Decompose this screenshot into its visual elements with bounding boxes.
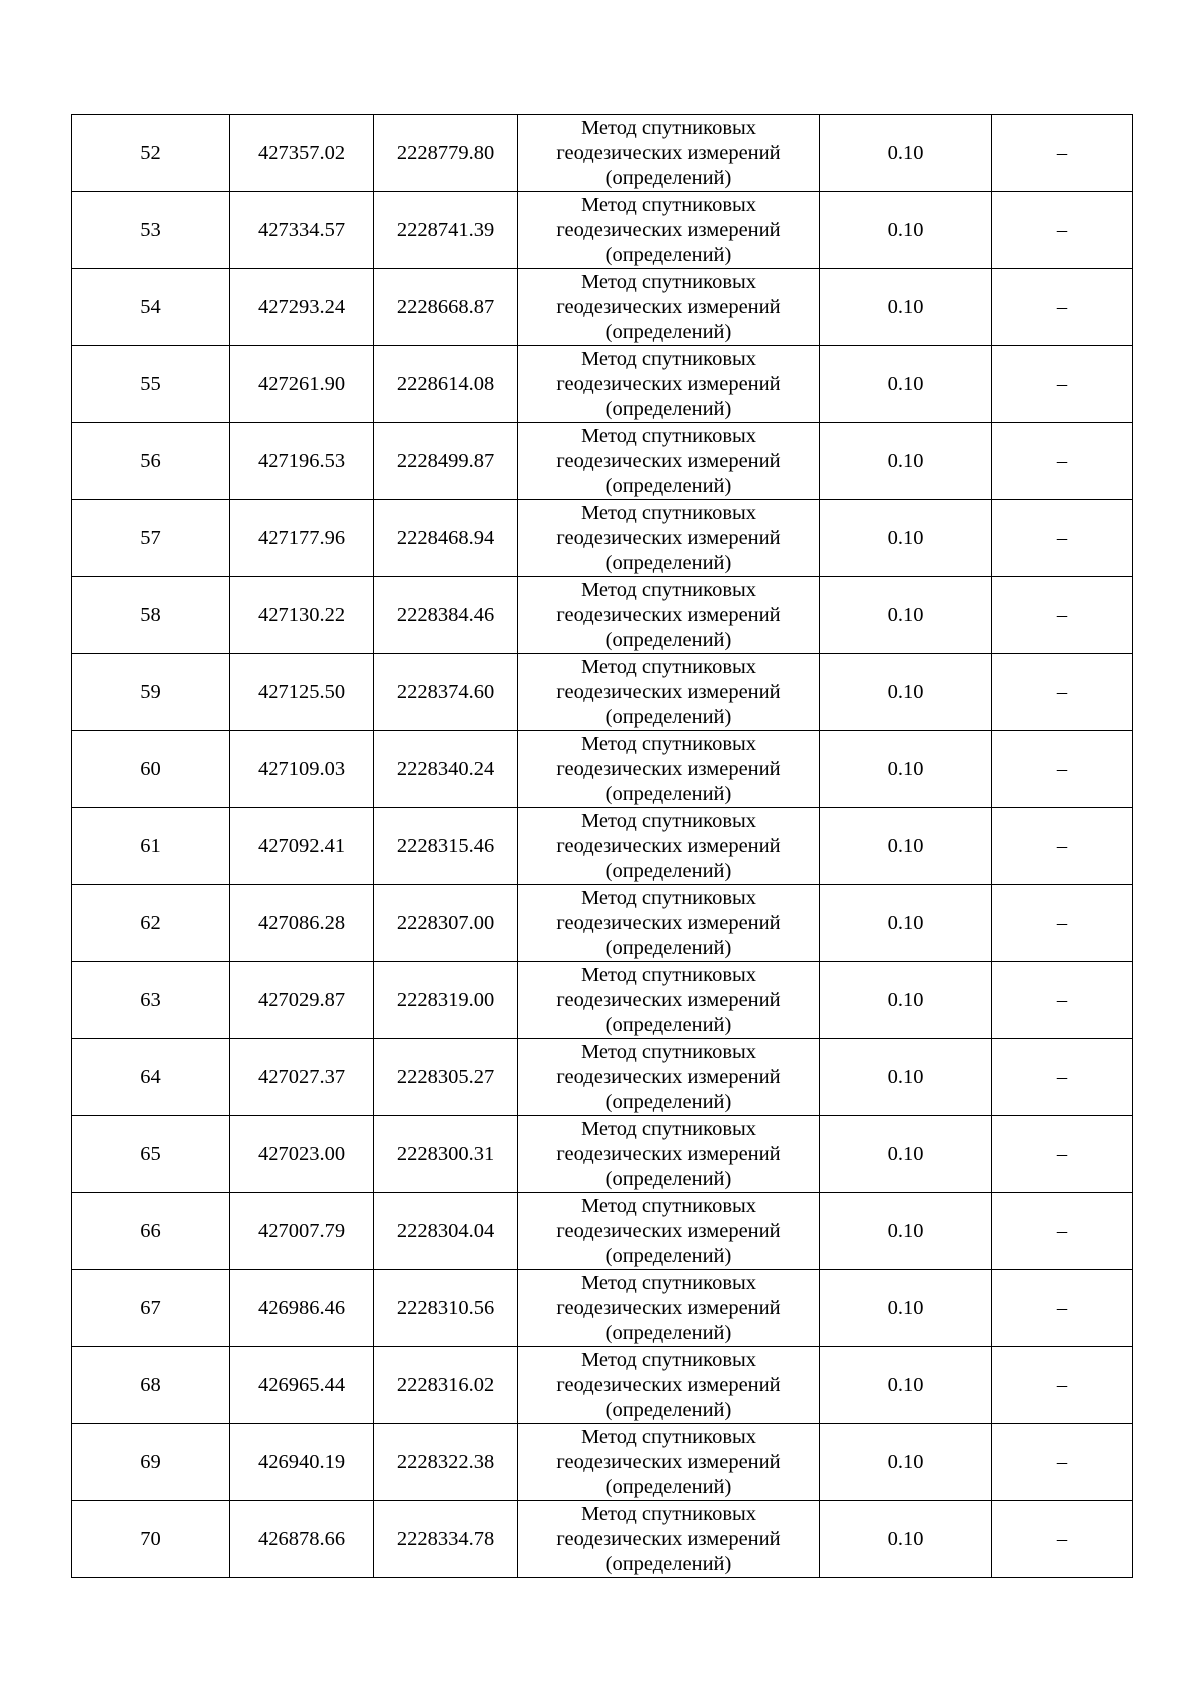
method-line-3: (определений) <box>605 936 732 959</box>
x-coordinate-cell: 427334.57 <box>230 192 374 269</box>
table-row <box>72 346 1133 423</box>
method-line-1: Метод спутниковых <box>580 1194 757 1217</box>
table-row <box>72 885 1133 962</box>
method-line-1: Метод спутниковых <box>580 1117 757 1140</box>
method-line-2: геодезических измерений <box>556 141 781 164</box>
method-cell <box>518 1193 820 1270</box>
method-cell <box>518 808 820 885</box>
y-coordinate-cell: 2228304.04 <box>374 1193 518 1270</box>
table-row <box>72 1347 1133 1424</box>
point-number-cell: 64 <box>72 1039 230 1116</box>
accuracy-cell: 0.10 <box>820 1347 992 1424</box>
method-line-1: Метод спутниковых <box>580 1502 757 1525</box>
method-line-3: (определений) <box>605 705 732 728</box>
method-line-3: (определений) <box>605 1013 732 1036</box>
note-cell: – <box>992 423 1133 500</box>
method-cell <box>518 577 820 654</box>
method-line-3: (определений) <box>605 1552 732 1575</box>
table-row <box>72 115 1133 192</box>
method-line-2: геодезических измерений <box>556 295 781 318</box>
x-coordinate-cell: 427023.00 <box>230 1116 374 1193</box>
method-line-3: (определений) <box>605 1398 732 1421</box>
y-coordinate-cell: 2228310.56 <box>374 1270 518 1347</box>
point-number-cell: 70 <box>72 1501 230 1578</box>
accuracy-cell: 0.10 <box>820 115 992 192</box>
note-cell: – <box>992 885 1133 962</box>
method-line-3: (определений) <box>605 551 732 574</box>
method-cell <box>518 962 820 1039</box>
point-number-cell: 67 <box>72 1270 230 1347</box>
y-coordinate-cell: 2228300.31 <box>374 1116 518 1193</box>
method-cell <box>518 192 820 269</box>
y-coordinate-cell: 2228668.87 <box>374 269 518 346</box>
accuracy-cell: 0.10 <box>820 808 992 885</box>
y-coordinate-cell: 2228468.94 <box>374 500 518 577</box>
y-coordinate-cell: 2228384.46 <box>374 577 518 654</box>
method-line-2: геодезических измерений <box>556 1142 781 1165</box>
method-line-2: геодезических измерений <box>556 988 781 1011</box>
accuracy-cell: 0.10 <box>820 577 992 654</box>
method-line-2: геодезических измерений <box>556 1296 781 1319</box>
y-coordinate-cell: 2228340.24 <box>374 731 518 808</box>
method-line-2: геодезических измерений <box>556 1219 781 1242</box>
method-line-3: (определений) <box>605 1321 732 1344</box>
accuracy-cell: 0.10 <box>820 269 992 346</box>
point-number-cell: 55 <box>72 346 230 423</box>
method-line-3: (определений) <box>605 1090 732 1113</box>
method-cell <box>518 1270 820 1347</box>
method-line-2: геодезических измерений <box>556 218 781 241</box>
y-coordinate-cell: 2228614.08 <box>374 346 518 423</box>
table-row <box>72 962 1133 1039</box>
note-cell: – <box>992 808 1133 885</box>
table-row <box>72 1039 1133 1116</box>
x-coordinate-cell: 427130.22 <box>230 577 374 654</box>
method-line-3: (определений) <box>605 782 732 805</box>
method-line-2: геодезических измерений <box>556 603 781 626</box>
table-body <box>72 115 1133 1578</box>
accuracy-cell: 0.10 <box>820 885 992 962</box>
method-cell <box>518 1347 820 1424</box>
accuracy-cell: 0.10 <box>820 1501 992 1578</box>
y-coordinate-cell: 2228316.02 <box>374 1347 518 1424</box>
note-cell: – <box>992 192 1133 269</box>
point-number-cell: 68 <box>72 1347 230 1424</box>
method-line-1: Метод спутниковых <box>580 655 757 678</box>
method-line-3: (определений) <box>605 628 732 651</box>
note-cell: – <box>992 1270 1133 1347</box>
table-row <box>72 1424 1133 1501</box>
method-cell <box>518 885 820 962</box>
method-line-1: Метод спутниковых <box>580 732 757 755</box>
method-line-2: геодезических измерений <box>556 526 781 549</box>
method-line-1: Метод спутниковых <box>580 963 757 986</box>
note-cell: – <box>992 269 1133 346</box>
y-coordinate-cell: 2228741.39 <box>374 192 518 269</box>
table-row <box>72 1270 1133 1347</box>
method-line-3: (определений) <box>605 474 732 497</box>
method-cell <box>518 346 820 423</box>
x-coordinate-cell: 426965.44 <box>230 1347 374 1424</box>
method-cell <box>518 654 820 731</box>
method-line-3: (определений) <box>605 320 732 343</box>
method-line-1: Метод спутниковых <box>580 1348 757 1371</box>
method-line-1: Метод спутниковых <box>580 886 757 909</box>
method-cell <box>518 115 820 192</box>
accuracy-cell: 0.10 <box>820 423 992 500</box>
note-cell: – <box>992 1039 1133 1116</box>
x-coordinate-cell: 426986.46 <box>230 1270 374 1347</box>
method-line-2: геодезических измерений <box>556 1450 781 1473</box>
accuracy-cell: 0.10 <box>820 500 992 577</box>
note-cell: – <box>992 654 1133 731</box>
table-row <box>72 577 1133 654</box>
method-line-1: Метод спутниковых <box>580 809 757 832</box>
method-line-2: геодезических измерений <box>556 911 781 934</box>
accuracy-cell: 0.10 <box>820 346 992 423</box>
point-number-cell: 52 <box>72 115 230 192</box>
method-line-1: Метод спутниковых <box>580 578 757 601</box>
method-line-1: Метод спутниковых <box>580 1425 757 1448</box>
x-coordinate-cell: 427293.24 <box>230 269 374 346</box>
table-row <box>72 654 1133 731</box>
accuracy-cell: 0.10 <box>820 1193 992 1270</box>
table-row <box>72 192 1133 269</box>
point-number-cell: 57 <box>72 500 230 577</box>
x-coordinate-cell: 426878.66 <box>230 1501 374 1578</box>
method-line-3: (определений) <box>605 166 732 189</box>
method-line-2: геодезических измерений <box>556 372 781 395</box>
method-cell <box>518 1116 820 1193</box>
accuracy-cell: 0.10 <box>820 1116 992 1193</box>
x-coordinate-cell: 427007.79 <box>230 1193 374 1270</box>
table-row <box>72 731 1133 808</box>
method-cell <box>518 731 820 808</box>
method-cell <box>518 1039 820 1116</box>
method-line-1: Метод спутниковых <box>580 347 757 370</box>
y-coordinate-cell: 2228315.46 <box>374 808 518 885</box>
point-number-cell: 53 <box>72 192 230 269</box>
method-line-3: (определений) <box>605 859 732 882</box>
x-coordinate-cell: 427027.37 <box>230 1039 374 1116</box>
note-cell: – <box>992 577 1133 654</box>
accuracy-cell: 0.10 <box>820 1270 992 1347</box>
note-cell: – <box>992 500 1133 577</box>
method-line-2: геодезических измерений <box>556 757 781 780</box>
point-number-cell: 61 <box>72 808 230 885</box>
point-number-cell: 60 <box>72 731 230 808</box>
note-cell: – <box>992 731 1133 808</box>
table-row <box>72 1193 1133 1270</box>
accuracy-cell: 0.10 <box>820 731 992 808</box>
point-number-cell: 54 <box>72 269 230 346</box>
x-coordinate-cell: 427029.87 <box>230 962 374 1039</box>
table-row <box>72 1501 1133 1578</box>
table-row <box>72 269 1133 346</box>
x-coordinate-cell: 427092.41 <box>230 808 374 885</box>
x-coordinate-cell: 427357.02 <box>230 115 374 192</box>
y-coordinate-cell: 2228499.87 <box>374 423 518 500</box>
note-cell: – <box>992 1116 1133 1193</box>
accuracy-cell: 0.10 <box>820 1424 992 1501</box>
table-row <box>72 500 1133 577</box>
method-line-3: (определений) <box>605 397 732 420</box>
point-number-cell: 56 <box>72 423 230 500</box>
accuracy-cell: 0.10 <box>820 654 992 731</box>
accuracy-cell: 0.10 <box>820 962 992 1039</box>
method-line-1: Метод спутниковых <box>580 1040 757 1063</box>
note-cell: – <box>992 1193 1133 1270</box>
method-line-1: Метод спутниковых <box>580 193 757 216</box>
method-line-3: (определений) <box>605 243 732 266</box>
y-coordinate-cell: 2228779.80 <box>374 115 518 192</box>
y-coordinate-cell: 2228307.00 <box>374 885 518 962</box>
method-cell <box>518 1424 820 1501</box>
x-coordinate-cell: 427177.96 <box>230 500 374 577</box>
method-line-3: (определений) <box>605 1244 732 1267</box>
x-coordinate-cell: 427086.28 <box>230 885 374 962</box>
point-number-cell: 59 <box>72 654 230 731</box>
x-coordinate-cell: 427261.90 <box>230 346 374 423</box>
table-row <box>72 423 1133 500</box>
point-number-cell: 62 <box>72 885 230 962</box>
y-coordinate-cell: 2228334.78 <box>374 1501 518 1578</box>
x-coordinate-cell: 426940.19 <box>230 1424 374 1501</box>
method-line-1: Метод спутниковых <box>580 501 757 524</box>
point-number-cell: 63 <box>72 962 230 1039</box>
point-number-cell: 65 <box>72 1116 230 1193</box>
y-coordinate-cell: 2228374.60 <box>374 654 518 731</box>
method-line-2: геодезических измерений <box>556 680 781 703</box>
note-cell: – <box>992 1501 1133 1578</box>
note-cell: – <box>992 962 1133 1039</box>
method-cell <box>518 500 820 577</box>
method-line-2: геодезических измерений <box>556 449 781 472</box>
point-number-cell: 58 <box>72 577 230 654</box>
y-coordinate-cell: 2228319.00 <box>374 962 518 1039</box>
x-coordinate-cell: 427196.53 <box>230 423 374 500</box>
table-row <box>72 808 1133 885</box>
x-coordinate-cell: 427125.50 <box>230 654 374 731</box>
x-coordinate-cell: 427109.03 <box>230 731 374 808</box>
method-line-2: геодезических измерений <box>556 1065 781 1088</box>
y-coordinate-cell: 2228305.27 <box>374 1039 518 1116</box>
method-line-1: Метод спутниковых <box>580 424 757 447</box>
coordinates-table <box>71 114 1133 1578</box>
accuracy-cell: 0.10 <box>820 192 992 269</box>
note-cell: – <box>992 115 1133 192</box>
point-number-cell: 69 <box>72 1424 230 1501</box>
method-cell <box>518 423 820 500</box>
point-number-cell: 66 <box>72 1193 230 1270</box>
method-line-2: геодезических измерений <box>556 1373 781 1396</box>
method-line-3: (определений) <box>605 1475 732 1498</box>
method-line-1: Метод спутниковых <box>580 270 757 293</box>
method-cell <box>518 269 820 346</box>
accuracy-cell: 0.10 <box>820 1039 992 1116</box>
method-line-2: геодезических измерений <box>556 834 781 857</box>
y-coordinate-cell: 2228322.38 <box>374 1424 518 1501</box>
table-row <box>72 1116 1133 1193</box>
note-cell: – <box>992 1347 1133 1424</box>
method-line-2: геодезических измерений <box>556 1527 781 1550</box>
method-cell <box>518 1501 820 1578</box>
note-cell: – <box>992 1424 1133 1501</box>
method-line-1: Метод спутниковых <box>580 1271 757 1294</box>
method-line-1: Метод спутниковых <box>580 116 757 139</box>
method-line-3: (определений) <box>605 1167 732 1190</box>
note-cell: – <box>992 346 1133 423</box>
